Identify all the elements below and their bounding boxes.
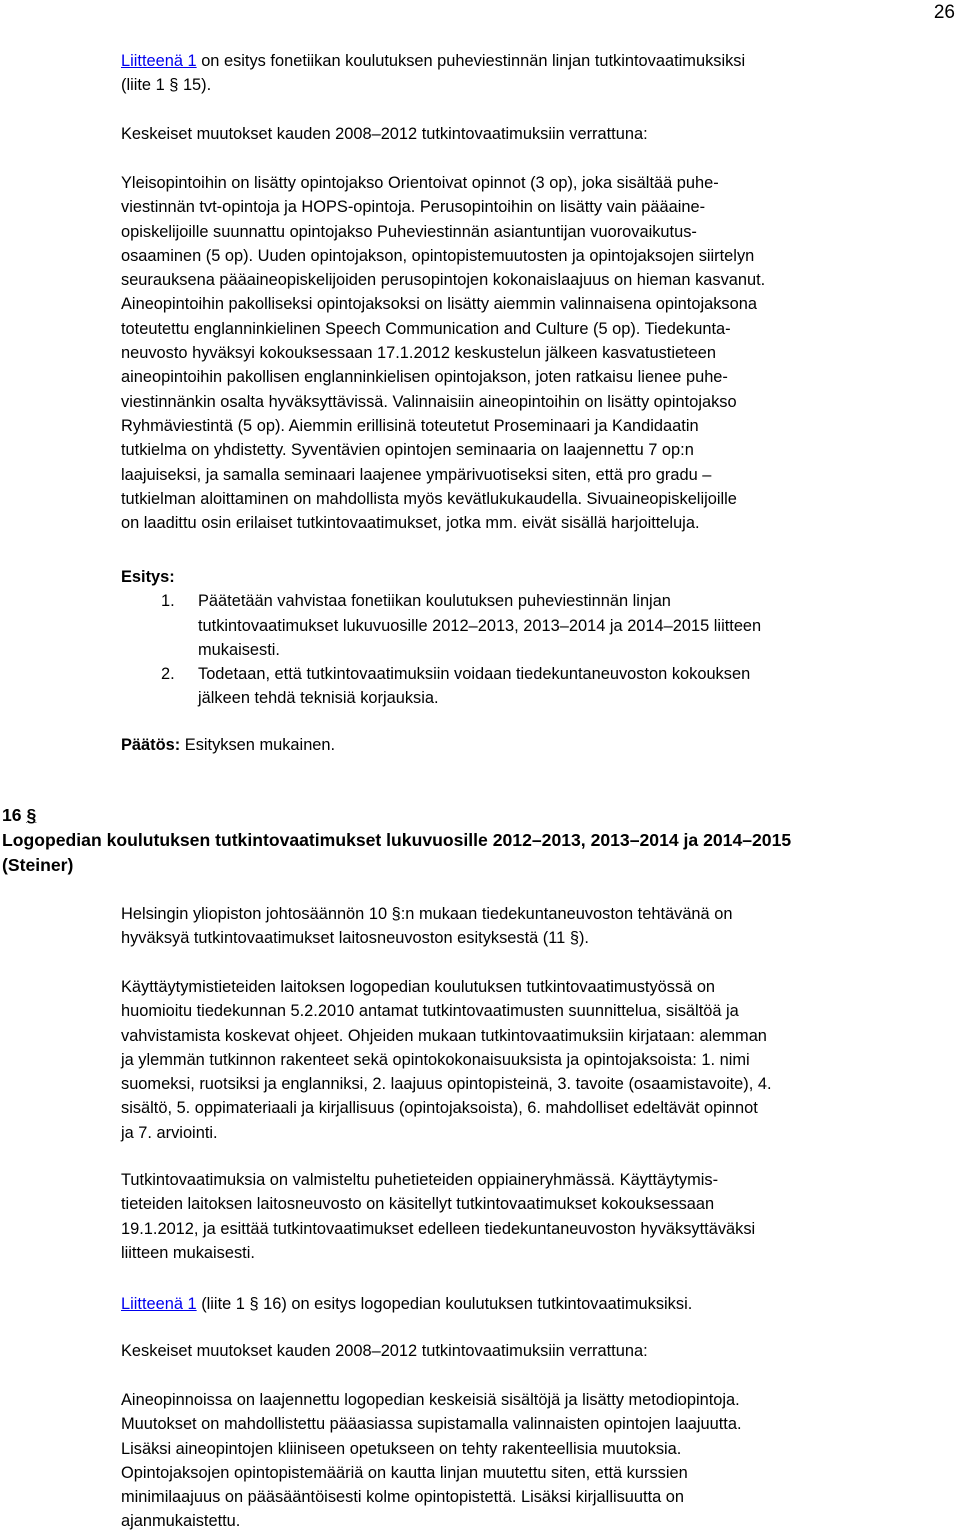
paragraph-line: liitteen mukaisesti. xyxy=(121,1243,255,1262)
proposal-item-text: mukaisesti. xyxy=(198,640,280,659)
paragraph-line: Muutokset on mahdollistettu pääasiassa supistamalla valinnaisten opintojen laajuutta. xyxy=(121,1415,742,1434)
intro-paragraph xyxy=(121,49,953,98)
paragraph-line: Lisäksi aineopintojen kliiniseen opetukseen on tehty rakenteellisia muutoksia. xyxy=(121,1439,682,1458)
paragraph-line: Aineopintoihin pakolliseksi opintojaksoksi on lisätty aiemmin valinnaisena opintojaksona xyxy=(121,295,757,314)
section-title-line-1: Logopedian koulutuksen tutkintovaatimukset lukuvuosille 2012–2013, 2013–2014 ja 2014–2015 xyxy=(2,830,792,850)
page-number: 26 xyxy=(933,2,955,23)
decision-line xyxy=(121,733,953,757)
paragraph-line: Yleisopintoihin on lisätty opintojakso Orientoivat opinnot (3 op), joka sisältää puhe- xyxy=(121,174,719,192)
paragraph-line: Käyttäytymistieteiden laitoksen logopedian koulutuksen tutkintovaatimustyössä on xyxy=(121,978,716,996)
paragraph-line: ja ylemmän tutkinnon rakenteet sekä opintokokonaisuuksista ja opintojaksoista: 1. nimi xyxy=(121,1050,750,1069)
changes-heading-1 xyxy=(121,122,953,146)
changes-paragraph-1 xyxy=(121,171,953,535)
changes-heading-2 xyxy=(121,1339,953,1363)
proposal-item-2 xyxy=(121,662,953,686)
proposal-item-number: 1. xyxy=(161,592,175,611)
decision-text-line xyxy=(121,733,953,757)
intro-line-1-text: on esitys fonetiikan koulutuksen puheviestinnän linjan tutkintovaatimuksiksi xyxy=(196,52,746,70)
section-number-line xyxy=(2,803,952,828)
attachment-paragraph xyxy=(121,1292,953,1316)
section-16-heading xyxy=(2,803,952,878)
paragraph-line: aineopintoihin pakollisen englanninkielisen opintojakson, joten ratkaisu lienee puhe- xyxy=(121,368,728,387)
proposal-item-text: Todetaan, että tutkintovaatimuksiin voidaan tiedekuntaneuvoston kokouksen xyxy=(198,665,751,684)
paragraph-line: Helsingin yliopiston johtosäännön 10 §:n mukaan tiedekuntaneuvoston tehtävänä on xyxy=(121,905,733,923)
proposal-item-1 xyxy=(121,589,953,613)
proposal-item-text: tutkintovaatimukset lukuvuosille 2012–2013, 2013–2014 ja 2014–2015 liitteen xyxy=(198,616,762,635)
changes-paragraph-2 xyxy=(121,1388,953,1534)
paragraph-line: Ryhmäviestintä (5 op). Aiemmin erillisinä toteutetut Proseminaari ja Kandidaatin xyxy=(121,416,699,435)
attachment-link[interactable]: Liitteenä 1 xyxy=(121,52,197,70)
changes-heading-2-text: Keskeiset muutokset kauden 2008–2012 tutkintovaatimuksiin verrattuna: xyxy=(121,1342,648,1360)
paragraph-guidelines xyxy=(121,975,953,1145)
paragraph-line: Tutkintovaatimuksia on valmisteltu puhetieteiden oppiaineryhmässä. Käyttäytymis- xyxy=(121,1171,719,1189)
paragraph-line: sisältö, 5. oppimateriaali ja kirjallisuus (opintojaksoista), 6. mahdolliset edeltävät opinnot xyxy=(121,1099,758,1118)
paragraph-line: tieteiden laitoksen laitosneuvosto on käsitellyt tutkintovaatimukset kokouksessaan xyxy=(121,1195,715,1214)
paragraph-line: laajuiseksi, ja samalla seminaari laajenee ympärivuotiseksi siten, että pro gradu – xyxy=(121,465,712,484)
paragraph-line: seurauksena pääaineopiskelijoiden perusopintojen kokonaislaajuus on hieman kasvanut. xyxy=(121,271,766,290)
proposal-item-text: Päätetään vahvistaa fonetiikan koulutuksen puheviestinnän linjan xyxy=(198,592,671,611)
paragraph-line: osaaminen (5 op). Uuden opintojakson, opintopistemuutosten ja opintojaksojen siirtelyn xyxy=(121,246,755,265)
proposal-item-text: jälkeen tehdä teknisiä korjauksia. xyxy=(198,689,439,708)
paragraph-line: Opintojaksojen opintopistemääriä on kautta linjan muutettu siten, että kurssien xyxy=(121,1463,688,1482)
paragraph-preparation xyxy=(121,1168,953,1265)
intro-line-2: (liite 1 § 15). xyxy=(121,76,212,95)
paragraph-line: hyväksyä tutkintovaatimukset laitosneuvoston esityksestä (11 §). xyxy=(121,929,589,948)
paragraph-line: vahvistamista koskevat ohjeet. Ohjeiden mukaan tutkintovaatimuksiin kirjataan: alemman xyxy=(121,1026,767,1045)
paragraph-line: ja 7. arviointi. xyxy=(121,1123,218,1142)
proposal-item-number: 2. xyxy=(161,665,175,684)
paragraph-line: on laadittu osin erilaiset tutkintovaatimukset, jotka mm. eivät sisällä harjoitteluja. xyxy=(121,514,700,533)
paragraph-regulation xyxy=(121,902,953,951)
section-mark: § xyxy=(26,805,37,825)
decision-label: Päätös: xyxy=(121,736,181,754)
paragraph-line: neuvosto hyväksyi kokouksessaan 17.1.2012 keskustelun jälkeen kasvatustieteen xyxy=(121,344,716,363)
paragraph-line: tutkielma on yhdistetty. Syventävien opintojen seminaaria on laajennettu 7 op:n xyxy=(121,441,694,460)
paragraph-line: ajanmukaistettu. xyxy=(121,1512,241,1531)
section-number: 16 xyxy=(2,805,22,825)
paragraph-line: minimilaajuus on pääsääntöisesti kolme opintopistettä. Lisäksi kirjallisuutta on xyxy=(121,1488,685,1507)
paragraph-line: viestinnänkin osalta hyväksyttävissä. Valinnaisiin aineopintoihin on lisätty opintojakso xyxy=(121,392,737,411)
proposal-label: Esitys: xyxy=(121,568,175,586)
attachment-line xyxy=(121,1292,953,1316)
intro-line-1 xyxy=(121,49,953,73)
proposal-section xyxy=(121,565,953,711)
paragraph-line: opiskelijoille suunnattu opintojakso Puheviestinnän asiantuntijan vuorovaikutus- xyxy=(121,222,697,241)
section-title-line-2: (Steiner) xyxy=(2,855,74,875)
decision-text: Esityksen mukainen. xyxy=(180,736,336,754)
changes-heading-1-text: Keskeiset muutokset kauden 2008–2012 tutkintovaatimuksiin verrattuna: xyxy=(121,125,648,143)
paragraph-line: Aineopinnoissa on laajennettu logopedian keskeisiä sisältöjä ja lisätty metodiopintoja. xyxy=(121,1391,740,1409)
attachment-text: (liite 1 § 16) on esitys logopedian koulutuksen tutkintovaatimuksiksi. xyxy=(196,1295,693,1313)
paragraph-line: huomioitu tiedekunnan 5.2.2010 antamat tutkintovaatimusten suunnittelua, sisältöä ja xyxy=(121,1002,739,1021)
paragraph-line: viestinnän tvt-opintoja ja HOPS-opintoja. Perusopintoihin on lisätty vain pääaine- xyxy=(121,198,706,217)
paragraph-line: suomeksi, ruotsiksi ja englanniksi, 2. laajuus opintopisteinä, 3. tavoite (osaamistavoite), 4. xyxy=(121,1075,772,1094)
paragraph-line: tutkielman aloittaminen on mahdollista myös kevätlukukaudella. Sivuaineopiskelijoille xyxy=(121,489,737,508)
paragraph-line: 19.1.2012, ja esittää tutkintovaatimukset edelleen tiedekuntaneuvoston hyväksyttäväksi xyxy=(121,1219,756,1238)
paragraph-line: toteutettu englanninkielinen Speech Communication and Culture (5 op). Tiedekunta- xyxy=(121,319,731,338)
attachment-link[interactable]: Liitteenä 1 xyxy=(121,1295,197,1313)
